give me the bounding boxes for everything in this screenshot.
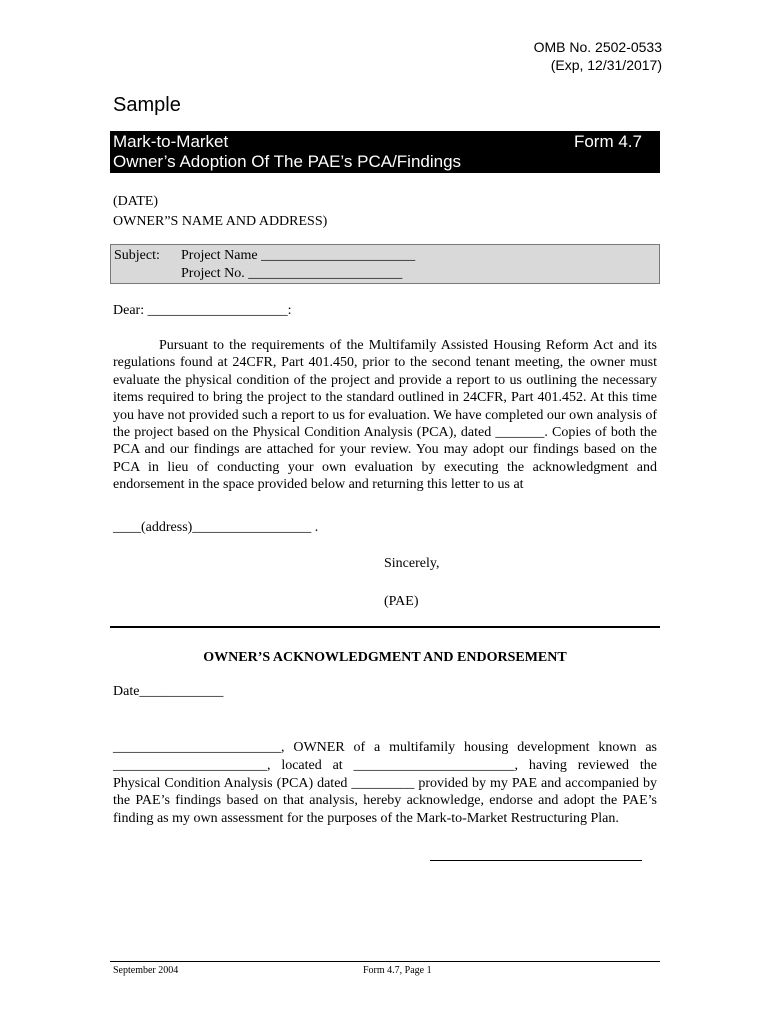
date-placeholder: (DATE) — [113, 194, 159, 209]
salutation: Dear: ____________________: — [113, 303, 292, 318]
recipient-block — [113, 192, 327, 232]
omb-info — [534, 38, 662, 74]
title-line-1: Mark-to-Market — [113, 132, 229, 151]
sample-label: Sample — [113, 94, 181, 116]
acknowledgment-body: ________________________, OWNER of a multifamily housing development known as ______________________, located at _______________________, having reviewed the Physical Condition Analysis (PCA) dated _________ provided by my PAE and accompanied by the PAE’s findings based on that analysis, hereby acknowledge, endorse and adopt the PAE’s finding as my own assessment for the purposes of the Mark-to-Market Restructuring Plan. — [113, 740, 657, 827]
footer-date: September 2004 — [113, 965, 179, 976]
form-number: Form 4.7 — [573, 132, 642, 151]
acknowledgment-heading: OWNER’S ACKNOWLEDGMENT AND ENDORSEMENT — [203, 650, 567, 665]
return-address-line: ____(address)_________________ . — [113, 520, 319, 535]
footer-divider — [110, 961, 660, 962]
signature-line — [430, 860, 642, 861]
project-name-field: Project Name ______________________ — [181, 248, 416, 263]
letter-body: Pursuant to the requirements of the Multifamily Assisted Housing Reform Act and its regulations found at 24CFR, Part 401.450, prior to the second tenant meeting, the owner must evaluate the physical condition of the project and provide a report to us outlining the necessary items required to bring the project to the standard outlined in 24CFR, Part 401.452. At this time you have not provided such a report to us for evaluation. We have completed our own analysis of the project based on the Physical Condition Analysis (PCA), dated _______. Copies of both the PCA and our findings are attached for your review. You may adopt our findings based on the PCA in lieu of conducting your own evaluation by executing the acknowledgment and endorsement in the space provided below and returning this letter to us at — [113, 338, 657, 493]
acknowledgment-date: Date____________ — [113, 684, 224, 699]
owner-name-address: OWNER”S NAME AND ADDRESS) — [113, 214, 328, 229]
closing: Sincerely, — [384, 556, 440, 571]
subject-label: Subject: — [114, 248, 160, 263]
omb-number: OMB No. 2502-0533 — [533, 39, 662, 55]
project-number-field: Project No. ______________________ — [181, 266, 403, 281]
title-bar — [110, 131, 660, 173]
title-line-2: Owner’s Adoption Of The PAE’s PCA/Findings — [113, 152, 462, 171]
signer: (PAE) — [384, 594, 419, 609]
omb-expiration: (Exp, 12/31/2017) — [550, 57, 662, 73]
section-divider — [110, 626, 660, 628]
footer-page: Form 4.7, Page 1 — [363, 965, 432, 976]
subject-box — [110, 244, 660, 284]
